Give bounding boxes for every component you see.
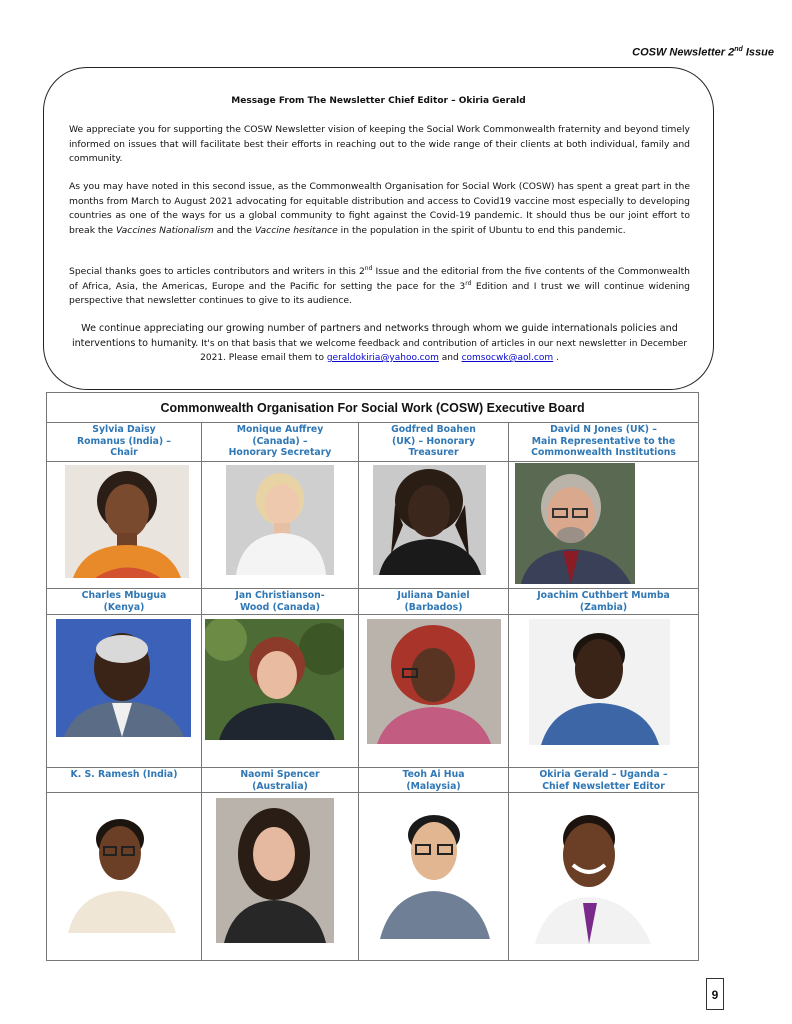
portrait-woman-saree <box>65 465 189 578</box>
member-photo-cell <box>509 793 699 961</box>
message-paragraph-4: We continue appreciating our growing number of partners and networks through whom we guide internationals policies and interventions to humanity. It's on that basis that we welcome feedback and contribution of articles in our next newsletter in December 2021. Please email them to geraldokiria@yahoo.com and comsocwk@aol.com . <box>71 323 688 363</box>
member-name: Joachim Cuthbert Mumba (Zambia) <box>509 589 699 615</box>
portrait-woman-blonde <box>226 465 334 575</box>
email-link-comsocwk[interactable]: comsocwk@aol.com <box>461 353 554 363</box>
member-photo-cell <box>509 462 699 589</box>
member-photo-cell <box>47 615 202 768</box>
message-paragraph-1: We appreciate you for supporting the COSW Newsletter vision of keeping the Social Work Commonwealth fraternity and beyond timely informed on issues that will facilitate best their efforts in reaching out to the wide range of their clients at both individual, family and community. <box>69 124 690 164</box>
member-photo-cell <box>359 793 509 961</box>
member-photo-cell <box>202 462 359 589</box>
member-photo-cell <box>47 462 202 589</box>
member-photo-cell <box>202 793 359 961</box>
member-name: Godfred Boahen (UK) – Honorary Treasurer <box>359 423 509 462</box>
executive-board-table <box>46 392 699 961</box>
message-paragraph-2: As you may have noted in this second issue, as the Commonwealth Organisation for Social Work (COSW) has spent a great part in the months from March to August 2021 advocating for equitable distribution and access to Covid19 vaccine most especially to developing countries as one of the ways for us a global community to fight against the Covid-19 pandemic. It should thus be our joint effort to break the Vaccines Nationalism and the Vaccine hesitance in the population in the spirit of Ubuntu to end this pandemic. <box>69 181 690 236</box>
member-photo-cell <box>202 615 359 768</box>
member-name: K. S. Ramesh (India) <box>47 768 202 793</box>
member-name: Monique Auffrey (Canada) – Honorary Secretary <box>202 423 359 462</box>
page-number: 9 <box>706 978 724 1010</box>
member-name: Jan Christianson- Wood (Canada) <box>202 589 359 615</box>
member-photo-cell <box>359 462 509 589</box>
member-photo-cell <box>359 615 509 768</box>
newsletter-header: COSW Newsletter 2nd Issue <box>632 46 774 59</box>
portrait-man-glasses-grey-shirt <box>372 801 495 939</box>
member-name: Charles Mbugua (Kenya) <box>47 589 202 615</box>
portrait-woman-garden <box>205 619 344 740</box>
member-name: David N Jones (UK) – Main Representative to the Commonwealth Institutions <box>509 423 699 462</box>
member-name: Okiria Gerald – Uganda – Chief Newsletter Editor <box>509 768 699 793</box>
message-title: Message From The Newsletter Chief Editor – Okiria Gerald <box>231 96 526 106</box>
member-name: Teoh Ai Hua (Malaysia) <box>359 768 509 793</box>
board-title: Commonwealth Organisation For Social Work (COSW) Executive Board <box>47 393 699 423</box>
portrait-woman-braids <box>367 619 501 744</box>
portrait-man-glasses-beard <box>515 463 635 584</box>
message-paragraph-3: Special thanks goes to articles contributors and writers in this 2nd Issue and the editorial from the five contents of the Commonwealth of Africa, Asia, the Americas, Europe and the Pacific for setting the pace for the 3rd Edition and I trust we will continue widening perspective that newsletter continues to give to its audience. <box>69 264 690 306</box>
portrait-man-blue-shirt <box>529 619 670 745</box>
email-link-gerald[interactable]: geraldokiria@yahoo.com <box>326 353 439 363</box>
portrait-man-glasses-mustache <box>60 807 184 933</box>
portrait-man-smiling-tie <box>523 799 669 944</box>
portrait-man-elder <box>56 619 191 737</box>
member-photo-cell <box>47 793 202 961</box>
portrait-woman-dark-hair <box>216 798 334 943</box>
portrait-man-dreadlocks <box>373 465 486 575</box>
member-name: Naomi Spencer (Australia) <box>202 768 359 793</box>
member-photo-cell <box>509 615 699 768</box>
member-name: Sylvia Daisy Romanus (India) – Chair <box>47 423 202 462</box>
member-name: Juliana Daniel (Barbados) <box>359 589 509 615</box>
editor-message-box <box>43 67 714 390</box>
